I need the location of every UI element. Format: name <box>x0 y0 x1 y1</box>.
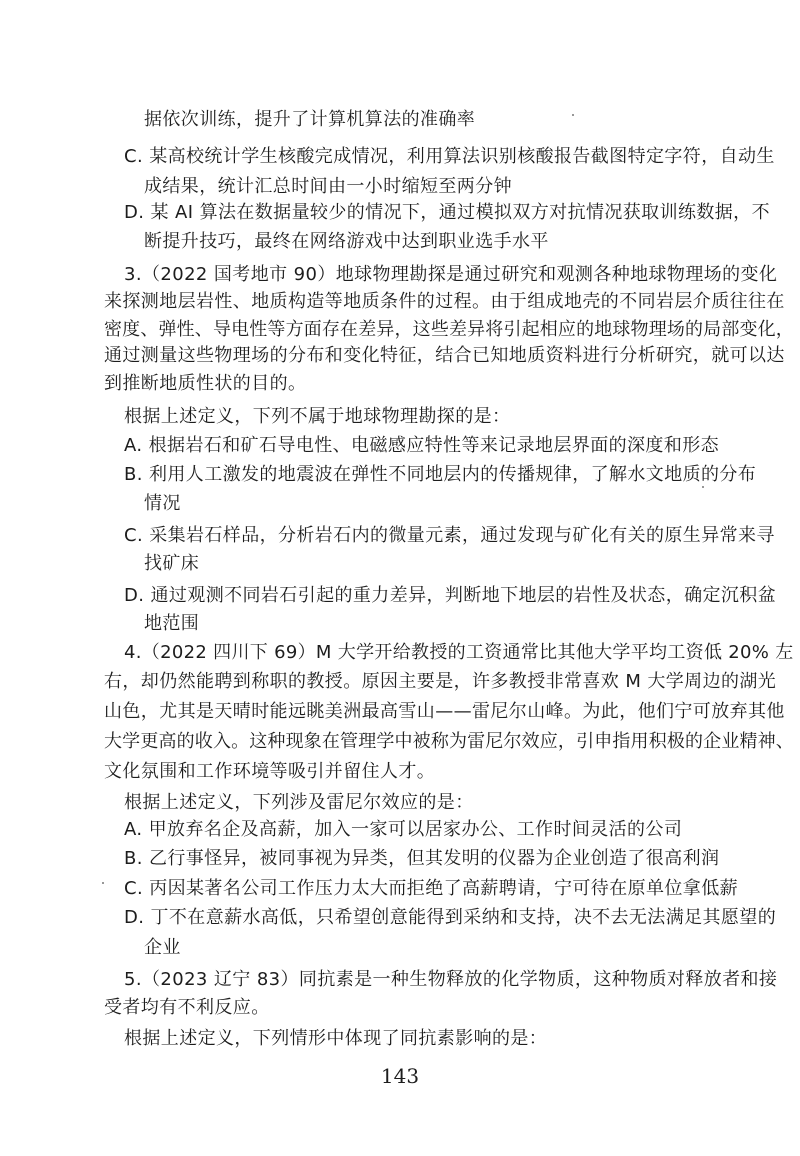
q3-stem-line-5: 到推断地质性状的目的。 <box>104 373 307 394</box>
q3-option-a: A. 根据岩石和矿石导电性、电磁感应特性等来记录地层界面的深度和形态 <box>124 435 720 456</box>
q4-option-b: B. 乙行事怪异，被同事视为异类，但其发明的仪器为企业创造了很高利润 <box>124 848 720 869</box>
prev-option-d-line-2: 断提升技巧，最终在网络游戏中达到职业选手水平 <box>144 231 549 252</box>
scan-speck <box>102 882 104 884</box>
q5-stem-line-2: 受者均有不利反应。 <box>104 997 270 1018</box>
q4-stem-line-1: 4.（2022 四川下 69）M 大学开给教授的工资通常比其他大学平均工资低 20% 左 <box>124 642 794 663</box>
prev-option-c-line-1: C. 某高校统计学生核酸完成情况，利用算法识别核酸报告截图特定字符，自动生 <box>124 146 775 167</box>
q3-stem-line-3: 密度、弹性、导电性等方面存在差异，这些差异将引起相应的地球物理场的局部变化， <box>104 319 794 340</box>
q3-stem-line-4: 通过测量这些物理场的分布和变化特征，结合已知地质资料进行分析研究，就可以达 <box>104 345 785 366</box>
q3-stem-line-2: 来探测地层岩性、地质构造等地质条件的过程。由于组成地壳的不同岩层介质往往在 <box>104 291 785 312</box>
q4-option-c: C. 丙因某著名公司工作压力太大而拒绝了高薪聘请，宁可待在原单位拿低薪 <box>124 878 739 899</box>
q4-stem-line-4: 大学更高的收入。这种现象在管理学中被称为雷尼尔效应，引申指用积极的企业精神、 <box>104 731 794 752</box>
q4-stem-line-5: 文化氛围和工作环境等吸引并留住人才。 <box>104 761 436 782</box>
scan-speck <box>702 486 704 488</box>
q3-option-b-line-2: 情况 <box>144 493 181 514</box>
q4-stem-line-3: 山色，尤其是天晴时能远眺美洲最高雪山——雷尼尔山峰。为此，他们宁可放弃其他 <box>104 701 785 722</box>
q3-option-d-line-2: 地范围 <box>144 613 200 634</box>
q3-option-c-line-2: 找矿床 <box>144 553 200 574</box>
q4-option-a: A. 甲放弃名企及高薪，加入一家可以居家办公、工作时间灵活的公司 <box>124 819 683 840</box>
q3-stem-line-1: 3.（2022 国考地市 90）地球物理勘探是通过研究和观测各种地球物理场的变化 <box>124 264 778 285</box>
q3-option-d-line-1: D. 通过观测不同岩石引起的重力差异，判断地下地层的岩性及状态，确定沉积盆 <box>124 585 777 606</box>
q3-option-c-line-1: C. 采集岩石样品，分析岩石内的微量元素，通过发现与矿化有关的原生异常来寻 <box>124 525 775 546</box>
prev-option-c-line-2: 成结果，统计汇总时间由一小时缩短至两分钟 <box>144 176 512 197</box>
page-number: 143 <box>380 1064 420 1088</box>
q4-prompt: 根据上述定义，下列涉及雷尼尔效应的是： <box>124 792 474 813</box>
scan-speck <box>572 114 574 116</box>
q3-option-b-line-1: B. 利用人工激发的地震波在弹性不同地层内的传播规律，了解水文地质的分布 <box>124 464 757 485</box>
q3-prompt: 根据上述定义，下列不属于地球物理勘探的是： <box>124 406 511 427</box>
q4-option-d-line-2: 企业 <box>144 937 181 958</box>
q5-stem-line-1: 5.（2023 辽宁 83）同抗素是一种生物释放的化学物质，这种物质对释放者和接 <box>124 969 778 990</box>
prev-option-d-line-1: D. 某 AI 算法在数据量较少的情况下，通过模拟双方对抗情况获取训练数据，不 <box>124 202 770 223</box>
q5-prompt: 根据上述定义，下列情形中体现了同抗素影响的是： <box>124 1028 548 1049</box>
prev-option-b-continuation: 据依次训练，提升了计算机算法的准确率 <box>144 109 476 130</box>
q4-stem-line-2: 右，却仍然能聘到称职的教授。原因主要是，许多教授非常喜欢 M 大学周边的湖光 <box>104 671 777 692</box>
q4-option-d-line-1: D. 丁不在意薪水高低，只希望创意能得到采纳和支持，决不去无法满足其愿望的 <box>124 907 777 928</box>
